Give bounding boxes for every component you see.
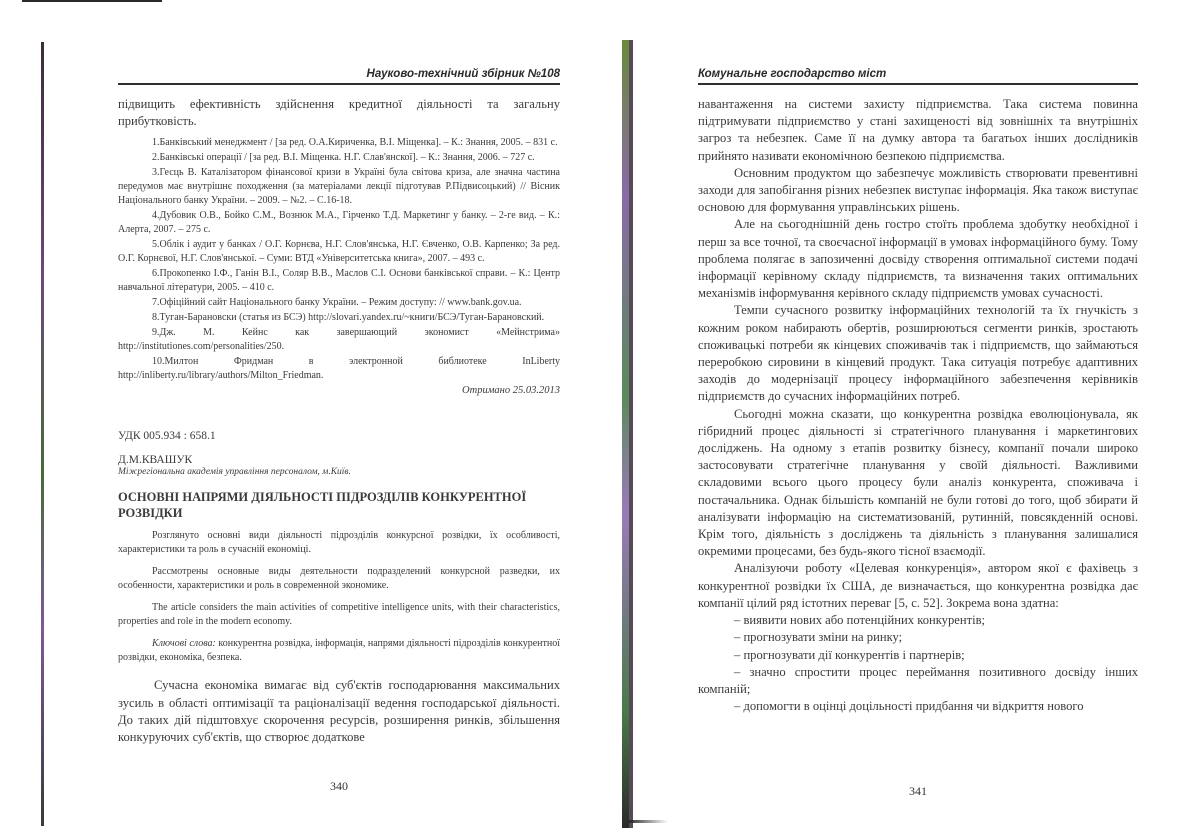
abstract-russian: Рассмотрены основные виды деятельности подразделений конкурсной разведки, их особенности, характеристики и роль в современной экономике.	[118, 566, 560, 592]
book-spine-gutter	[622, 40, 629, 828]
left-page-content	[118, 96, 560, 746]
article-body-start: Сучасна економіка вимагає від суб'єктів господарювання максимальних зусиль в області оптимізації та раціоналізації ведення господарської діяльності. До таких дій підштовхує скорочення ресурсів, розширення ринків, збільшення конкуруючих суб'єктів, що створює додаткове	[118, 678, 560, 745]
reference-item: 8.Туган-Барановски (статья из БСЭ) http://slovari.yandex.ru/~книги/БСЭ/Туган-Барановский.	[152, 312, 545, 324]
right-page-content	[698, 96, 1138, 715]
list-item: – виявити нових або потенційних конкурентів;	[734, 613, 986, 628]
body-paragraph: Але на сьогоднішній день гостро стоїть проблема здобутку необхідної і перш за все точної, та своєчасної інформації в умовах інформаційного буму. Тому проблема полягає в запозиченні досвіду створення оптимальної системи подачі інформації керівному складу підприємств, та визначення таких оптимальних механізмів інформування керівного складу підприємств умовах сучасності.	[698, 217, 1138, 301]
reference-item: 2.Банківські операції / [за ред. В.І. Міщенка. Н.Г. Слав'янскої]. – К.: Знання, 2006. – 727 с.	[152, 152, 535, 164]
list-item: – прогнозувати дії конкурентів і партнерів;	[734, 647, 965, 662]
scan-edge-top	[22, 0, 162, 2]
scan-binding-left	[41, 42, 44, 826]
reference-item: 7.Офіційний сайт Національного банку України. – Режим доступу: // www.bank.gov.ua.	[152, 297, 522, 309]
book-spine-foot	[628, 820, 668, 823]
body-paragraph: Аналізуючи роботу «Целевая конкуренція», автором якої є фахівець з конкурентної розвідки їх США, де визначається, що конкурентна розвідка дає компанії цілий ряд істотних переваг [5, с. 52]. Зокрема вона здатна:	[698, 561, 1138, 610]
page-number-right: 341	[909, 784, 927, 798]
reference-item: 3.Гесць В. Каталізатором фінансової кризи в Україні була світова криза, але значна частина передумов має внутрішнє походження (за матеріалами лекції підготував Р.Підвисоцький) // Вісник Національного банку України. – 2009. – №2. – С.16-18.	[118, 167, 560, 207]
body-paragraph: Основним продуктом що забезпечує можливість створювати превентивні заходи для запобігання різних небезпек виступає інформація. Яка також виступає основою для формування управлінських рішень.	[698, 165, 1138, 215]
abstract-ukrainian: Розглянуто основні види діяльності підрозділів конкурсної розвідки, їх особливості, характеристики та роль в сучасній економіці.	[118, 530, 560, 556]
book-spine-shadow	[629, 40, 633, 828]
keywords-text: конкурентна розвідка, інформація, напрями діяльності підрозділів конкурентної розвідки, економіка, безпека.	[118, 638, 561, 664]
received-date: Отримано 25.03.2013	[462, 385, 560, 397]
running-head-left: Науково-технічний збірник №108	[118, 68, 560, 85]
keywords-label: Ключові слова:	[152, 638, 216, 650]
article-author: Д.М.КВАШУК	[118, 454, 193, 467]
body-paragraph: навантаження на системи захисту підприємства. Така система повинна підтримувати підприємство у стані захищеності від зовнішніх та внутрішніх загроз та небезпек. Саме її на думку автора та багатьох інших дослідників прийнято називати економічною безпекою підприємства.	[698, 97, 1138, 163]
list-item: – прогнозувати зміни на ринку;	[734, 630, 903, 645]
list-item: – допомогти в оцінці доцільності придбання чи відкриття нового	[734, 699, 1084, 714]
article-title: ОСНОВНІ НАПРЯМИ ДІЯЛЬНОСТІ ПІДРОЗДІЛІВ КОНКУРЕНТНОЇ РОЗВІДКИ	[118, 490, 527, 521]
reference-item: 1.Банківський менеджмент / [за ред. О.А.Кириченка, В.І. Міщенка]. – К.: Знання, 2005. – 831 с.	[152, 137, 558, 149]
list-item: – значно спростити процес переймання позитивного досвіду інших компаній;	[698, 664, 1138, 696]
intro-paragraph: підвищить ефективність здійснення кредитної діяльності та загальну прибутковість.	[118, 97, 560, 129]
references-list	[118, 136, 560, 383]
body-paragraph: Сьогодні можна сказати, що конкурентна розвідка еволюціонувала, як гібридний процес діяльності зі стратегічного планування і маркетингових досліджень. На одному з етапів розвитку бізнесу, компанії почали широко застосовувати стратегічне планування у своїй діяльності. Важливими складовими всього цього процесу були аналіз конкурента, споживача і постачальника. Однак більшість компаній не були готові до того, щоб збирати й аналізувати інформацію на систематизованій, рутинній, повсякденній основі. Крім того, діяльність з досліджень та діяльність з планування залишалися окремими процесами, без будь-якого тісної взаємодії.	[698, 406, 1138, 559]
abstract-english: The article considers the main activities of competitive intelligence units, with their characteristics, properties and role in the modern economy.	[118, 602, 560, 628]
author-affiliation: Міжрегіональна академія управління персоналом, м.Київ.	[118, 467, 351, 478]
advantages-list	[698, 612, 1138, 715]
reference-item: 4.Дубовик О.В., Бойко С.М., Вознюк М.А., Гірченко Т.Д. Маркетинг у банку. – 2-ге вид. – К.: Алерта, 2007. – 275 с.	[118, 210, 560, 236]
reference-item: 10.Милтон Фридман в электронной библиотеке InLiberty http://inliberty.ru/library/authors/Milton_Friedman.	[118, 356, 560, 382]
keywords	[118, 637, 560, 665]
reference-item: 5.Облік і аудит у банках / О.Г. Корнєва, Н.Г. Слов'янська, Н.Г. Євченко, О.В. Карпенко; За ред. О.Г. Корнєвої, Н.Г. Слов'янської. – Суми: ВТД «Університетська книга», 2007. – 493 с.	[118, 239, 560, 265]
reference-item: 6.Прокопенко І.Ф., Ганін В.І., Соляр В.В., Маслов С.І. Основи банківської справи. – К.: Центр навчальної літератури, 2005. – 410 с.	[118, 268, 560, 294]
body-paragraph: Темпи сучасного розвитку інформаційних технологій та їх гнучкість з кожним роком набирають обертів, розширюються сегменти ринків, зростають споживацькі потреби як кінцевих споживачів так і підприємств, що займаються переробкою сировини в кінцевий продукт. Така ситуація потребує адаптивних заходів до модернізації процесу інформаційного забезпечення керівників підприємств до сучасних інформаційних потреб.	[698, 303, 1138, 404]
page-number-left: 340	[330, 779, 348, 793]
running-head-right: Комунальне господарство міст	[698, 68, 1138, 85]
reference-item: 9.Дж. М. Кейнс как завершающий экономист «Мейнстрима» http://institutiones.com/personalities/250.	[118, 327, 560, 353]
udc-code: УДК 005.934 : 658.1	[118, 430, 216, 443]
